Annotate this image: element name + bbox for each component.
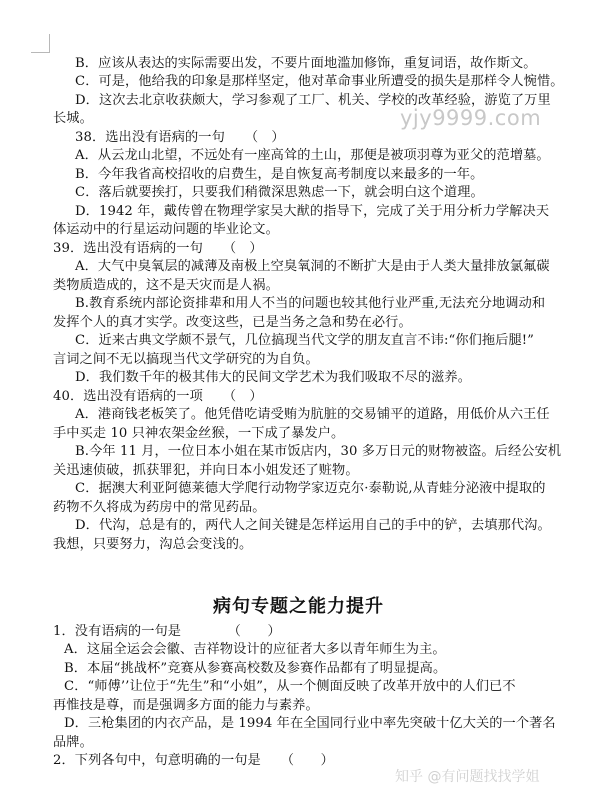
text-line: 长城。 xyxy=(53,111,93,126)
text-line: D．这次去北京收获颇大，学习参观了工厂、机关、学校的改革经验，游览了万里 xyxy=(75,93,551,108)
text-line: C．据澳大利亚阿德莱德大学爬行动物学家迈克尔·泰勒说,从青蛙分泌液中提取的 xyxy=(75,481,546,496)
question-39: 39．选出没有语病的一句 （ ） xyxy=(53,241,263,256)
text-line: 发挥个人的真才实学。改变这些，已是当务之急和势在必行。 xyxy=(53,315,412,330)
text-line: C．“师傅’’让位于“先生”和“小姐”，从一个侧面反映了改革开放中的人们已不 xyxy=(64,679,516,694)
text-line: B．本届“挑战杯”竞赛从参赛高校数及参赛作品都有了明显提高。 xyxy=(64,661,447,676)
question-38: 38．选出没有语病的一句 （ ） xyxy=(75,130,285,145)
text-line: 再惟技是尊，而是强调多方面的能力与素养。 xyxy=(53,698,319,713)
text-line: B．今年我省高校招收的启费生，是自恢复高考制度以来最多的一年。 xyxy=(75,167,484,182)
site-watermark: yjy9999.com xyxy=(400,106,542,130)
zhihu-watermark: 知乎 @有问题找找学姐 xyxy=(395,769,540,785)
text-line: D．代沟，总是有的，两代人之间关键是怎样运用自己的手中的铲，去填那代沟。 xyxy=(75,518,551,533)
text-line: A．大气中臭氧层的减薄及南极上空臭氧洞的不断扩大是由于人类大量排放氯氟碳 xyxy=(75,259,550,274)
question-1: 1．没有语病的一句是 （ ） xyxy=(53,624,281,639)
text-line: 关迅速侦破，抓获罪犯，并向日本小姐发还了赃物。 xyxy=(53,463,359,478)
text-line: A．这届全运会会徽、吉祥物设计的应征者大多以青年师生为主。 xyxy=(64,642,446,657)
text-line: B．应该从表达的实际需要出发，不要片面地滥加修饰，重复词语，故作斯文。 xyxy=(75,56,537,71)
text-line: A．从云龙山北望，不远处有一座高耸的土山，那便是被项羽尊为亚父的范增墓。 xyxy=(75,148,550,163)
section-heading: 病句专题之能力提升 xyxy=(213,596,384,617)
text-line: 品牌。 xyxy=(53,735,93,750)
text-line: 我想，只要努力，沟总会变浅的。 xyxy=(53,537,253,552)
text-line: 体运动中的行星运动问题的毕业论文。 xyxy=(53,222,279,237)
text-line: C．落后就要挨打，只要我们稍微深思熟虑一下，就会明白这个道理。 xyxy=(75,185,484,200)
text-line: 言词之间不无以搞现当代文学研究的为自负。 xyxy=(53,352,319,367)
text-line: A．港商钱老板笑了。他凭借吃请受贿为肮脏的交易铺平的道路，用低价从六王任 xyxy=(75,407,550,422)
text-line: D．三枪集团的内衣产品，是 1994 年在全国同行业中率先突破十亿大关的一个著名 xyxy=(64,716,556,731)
text-line: B.教育系统内部论资排辈和用人不当的问题也较其他行业严重,无法充分地调动和 xyxy=(75,296,546,311)
text-line: B.今年 11 月，一位日本小姐在某市饭店内，30 多万日元的财物被盗。后经公安机 xyxy=(75,444,562,459)
text-line: C．近来古典文学颇不景气，几位搞现当代文学的朋友直言不讳:“你们拖后腿!” xyxy=(75,333,535,348)
question-40: 40．选出没有语病的一项 （ ） xyxy=(53,389,263,404)
text-line: 药物不久将成为药房中的常见药品。 xyxy=(53,500,266,515)
text-line: D．1942 年，戴传曾在物理学家吴大猷的指导下，完成了关于用分析力学解决天 xyxy=(75,204,550,219)
text-line: D．我们数千年的极其伟大的民间文学艺术为我们吸取不尽的滋养。 xyxy=(75,370,472,385)
text-line: 手中买走 10 只神农架金丝猴，一下成了暴发户。 xyxy=(53,426,345,441)
text-line: 类物质造成的，这不是天灾而是人祸。 xyxy=(53,278,279,293)
page-corner-mark xyxy=(31,34,50,53)
question-2: 2．下列各句中，句意明确的一句是 （ ） xyxy=(53,753,334,768)
text-line: C．可是，他给我的印象是那样坚定，他对革命事业所遭受的损失是那样令人惋惜。 xyxy=(75,74,564,89)
